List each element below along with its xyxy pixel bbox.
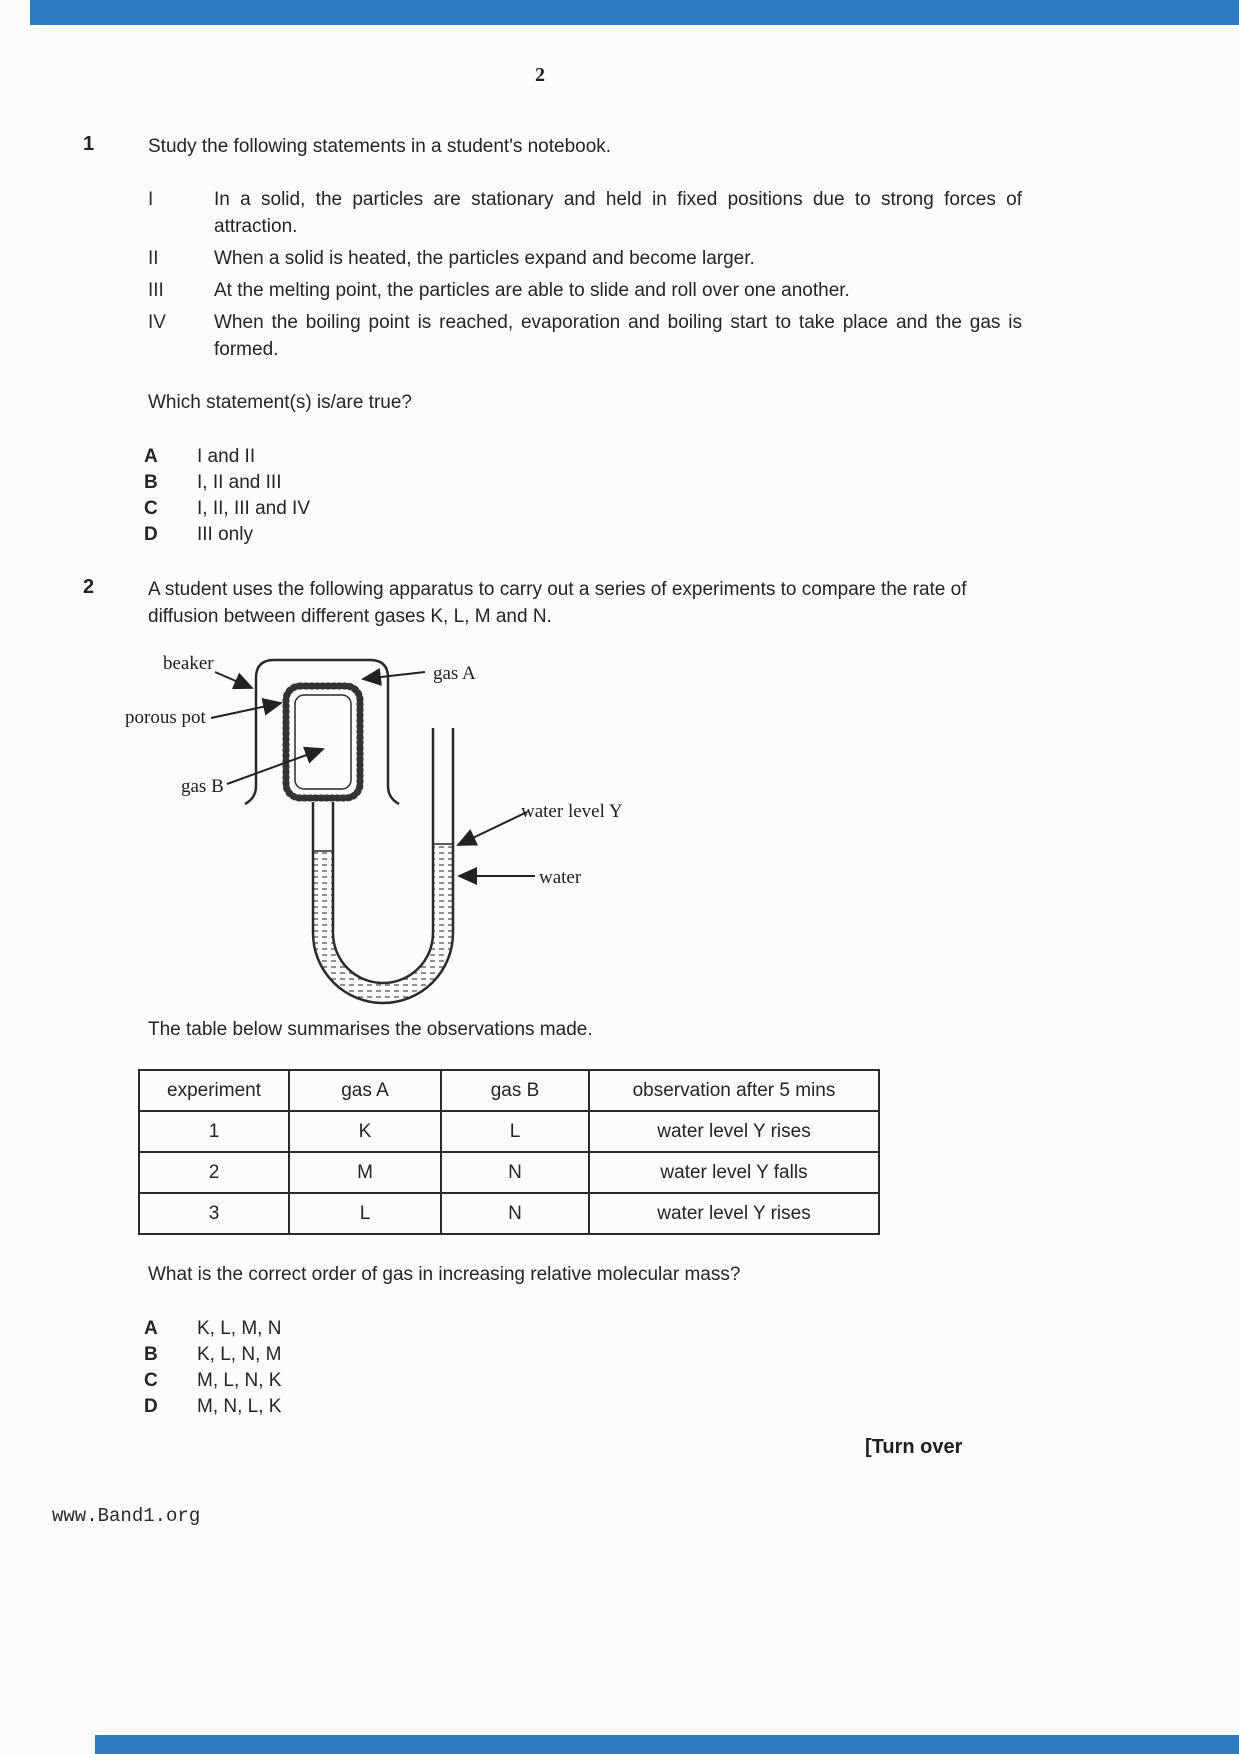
water-level-pointer-arrow — [458, 812, 527, 845]
table-cell: M — [289, 1152, 441, 1193]
scan-artifact-bar-bottom — [95, 1735, 1239, 1754]
apparatus-svg — [123, 646, 823, 1006]
table-row — [139, 1111, 879, 1152]
page-number: 2 — [535, 64, 545, 86]
table-header-cell: gas B — [441, 1070, 589, 1111]
statement-item — [148, 309, 1028, 363]
option-item — [144, 469, 1028, 495]
table-cell: L — [441, 1111, 589, 1152]
table-cell: L — [289, 1193, 441, 1234]
diagram-label-water-level-y: water level Y — [521, 801, 623, 822]
scan-artifact-bar-top — [30, 0, 1239, 25]
table-cell: 3 — [139, 1193, 289, 1234]
table-cell: water level Y rises — [589, 1193, 879, 1234]
table-intro: The table below summarises the observations made. — [148, 1019, 593, 1040]
table-row — [139, 1152, 879, 1193]
beaker-outline — [245, 660, 399, 804]
gas-b-pointer-arrow — [227, 749, 323, 784]
question-2-options — [144, 1315, 1028, 1419]
question-2-stem: A student uses the following apparatus to carry out a series of experiments to compare the rate of diffusion between different gases K, L, M and N. — [148, 579, 967, 627]
table-cell: water level Y rises — [589, 1111, 879, 1152]
statement-label: I — [148, 189, 154, 210]
option-label: C — [144, 498, 158, 519]
statement-item — [148, 277, 1028, 304]
porous-pot-outline — [286, 686, 360, 798]
option-text: K, L, M, N — [197, 1318, 282, 1339]
gas-a-pointer-arrow — [363, 672, 425, 679]
option-label: D — [144, 524, 158, 545]
option-item — [144, 443, 1028, 469]
porous-pot-pointer-arrow — [211, 703, 281, 718]
option-item — [144, 1341, 1028, 1367]
observation-table — [138, 1069, 880, 1235]
option-text: I, II, III and IV — [197, 498, 310, 519]
diagram-label-beaker: beaker — [163, 653, 214, 674]
option-item — [144, 1315, 1028, 1341]
option-label: C — [144, 1370, 158, 1391]
question-1 — [83, 133, 1123, 547]
table-cell: water level Y falls — [589, 1152, 879, 1193]
option-text: M, N, L, K — [197, 1396, 282, 1417]
table-header-cell: observation after 5 mins — [589, 1070, 879, 1111]
statement-text: When the boiling point is reached, evaporation and boiling start to take place and the gas is formed. — [214, 312, 1022, 360]
option-text: I, II and III — [197, 472, 282, 493]
question-2-body — [125, 576, 1028, 1419]
porous-pot-inner-wall — [295, 695, 351, 789]
statement-item — [148, 245, 1028, 272]
option-text: III only — [197, 524, 253, 545]
statement-item — [148, 186, 1028, 240]
watermark-url: www.Band1.org — [52, 1505, 201, 1527]
option-label: B — [144, 472, 158, 493]
table-header-cell: gas A — [289, 1070, 441, 1111]
option-label: A — [144, 1318, 158, 1339]
diagram-label-gas-b: gas B — [181, 776, 224, 797]
turn-over-note: [Turn over — [865, 1436, 963, 1458]
option-text: I and II — [197, 446, 256, 467]
option-item — [144, 495, 1028, 521]
table-cell: N — [441, 1152, 589, 1193]
table-row — [139, 1193, 879, 1234]
option-label: A — [144, 446, 158, 467]
question-2-number: 2 — [83, 576, 95, 598]
question-2-prompt: What is the correct order of gas in increasing relative molecular mass? — [148, 1264, 741, 1285]
diagram-label-water: water — [539, 867, 582, 888]
question-1-prompt: Which statement(s) is/are true? — [148, 392, 412, 413]
question-2 — [83, 576, 1123, 1419]
option-item — [144, 521, 1028, 547]
u-tube-inner — [333, 728, 433, 983]
table-cell: N — [441, 1193, 589, 1234]
table-cell: K — [289, 1111, 441, 1152]
table-cell: 2 — [139, 1152, 289, 1193]
option-text: K, L, N, M — [197, 1344, 282, 1365]
option-text: M, L, N, K — [197, 1370, 282, 1391]
table-header-row — [139, 1070, 879, 1111]
statement-label: II — [148, 248, 159, 269]
table-header-cell: experiment — [139, 1070, 289, 1111]
option-label: D — [144, 1396, 158, 1417]
table-cell: 1 — [139, 1111, 289, 1152]
statement-text: At the melting point, the particles are able to slide and roll over one another. — [214, 280, 850, 301]
statement-list — [148, 186, 1028, 363]
option-item — [144, 1393, 1028, 1419]
statement-text: In a solid, the particles are stationary and held in fixed positions due to strong forces of attraction. — [214, 189, 1022, 237]
option-label: B — [144, 1344, 158, 1365]
statement-label: IV — [148, 312, 166, 333]
apparatus-diagram — [123, 646, 823, 1006]
diagram-label-gas-a: gas A — [433, 663, 476, 684]
beaker-pointer-arrow — [215, 672, 252, 688]
question-1-stem: Study the following statements in a student's notebook. — [148, 136, 612, 157]
diagram-label-porous-pot: porous pot — [125, 707, 206, 728]
question-1-number: 1 — [83, 133, 95, 155]
option-item — [144, 1367, 1028, 1393]
question-1-body — [144, 133, 1028, 547]
question-1-options — [144, 443, 1028, 547]
statement-text: When a solid is heated, the particles expand and become larger. — [214, 248, 755, 269]
statement-label: III — [148, 280, 164, 301]
